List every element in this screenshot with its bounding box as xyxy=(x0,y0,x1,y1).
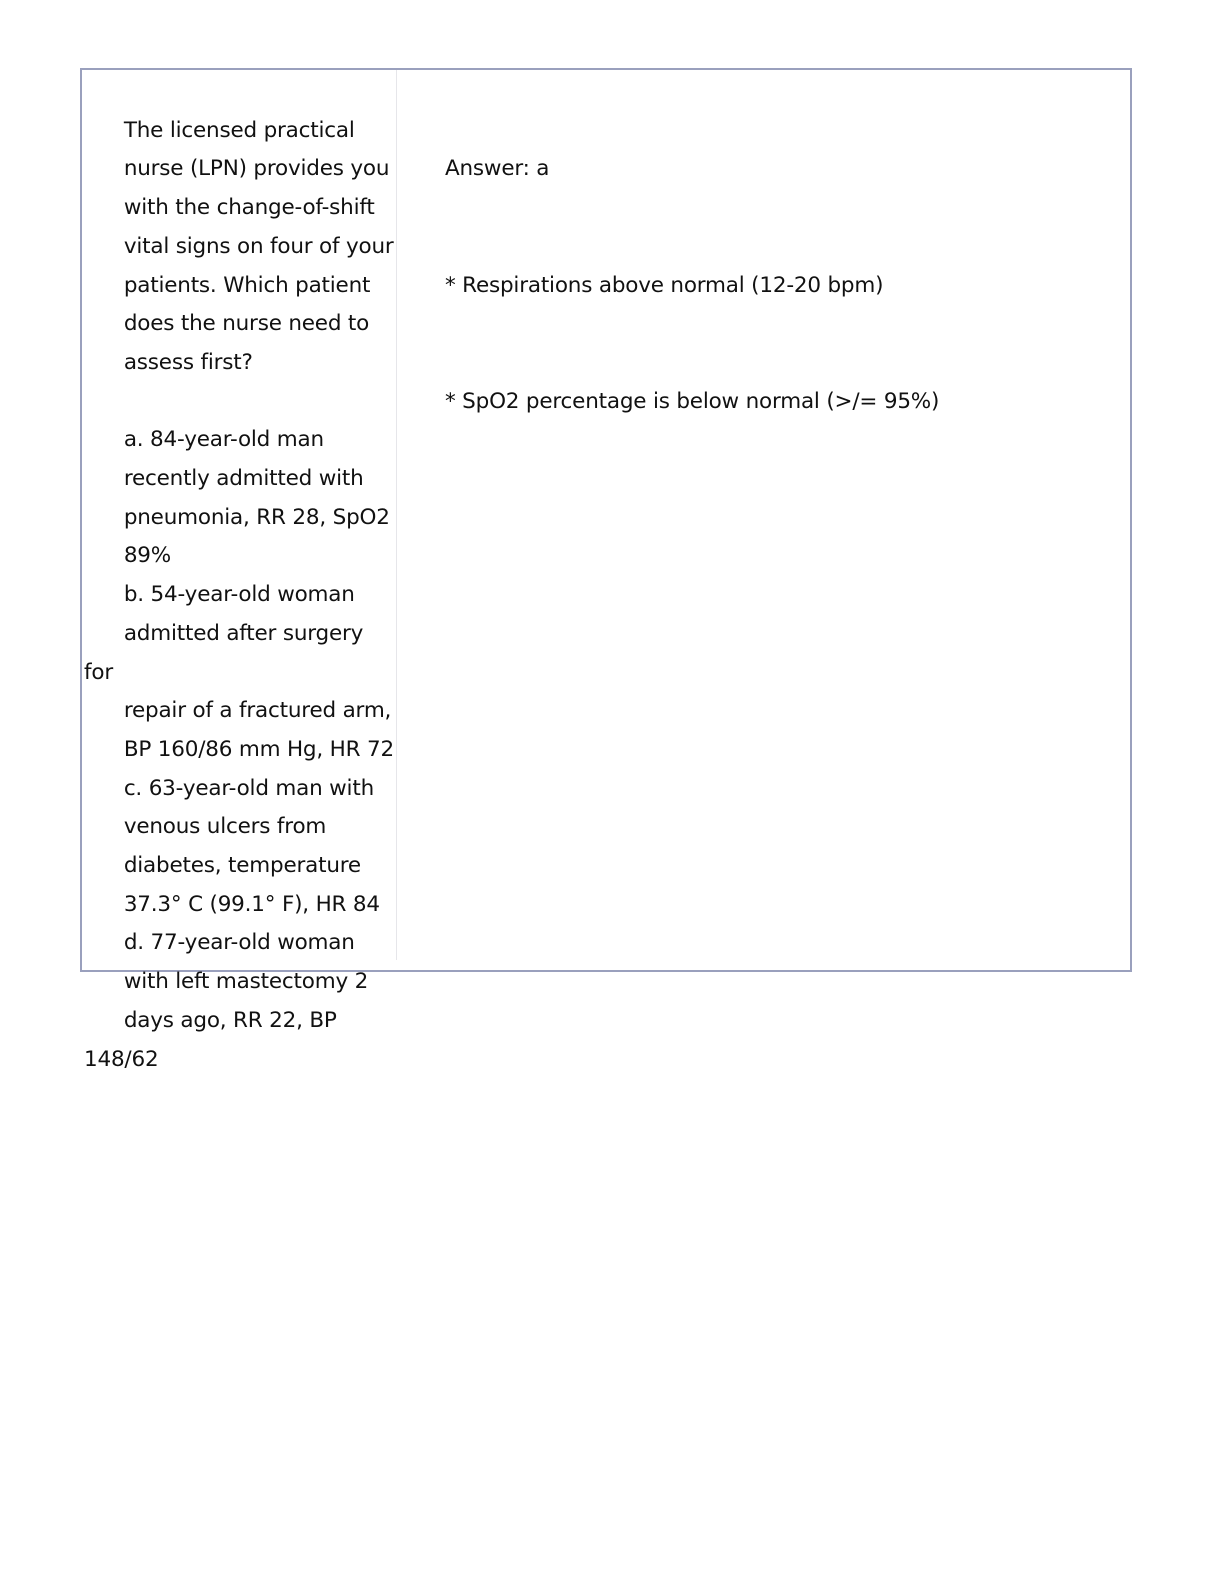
question-line: nurse (LPN) provides you xyxy=(123,156,390,182)
question-line: patients. Which patient xyxy=(123,272,371,298)
option-b: repair of a fractured arm, xyxy=(123,698,392,724)
option-a: pneumonia, RR 28, SpO2 xyxy=(123,504,390,530)
option-b: admitted after surgery for xyxy=(84,620,370,685)
question-line: assess first? xyxy=(123,349,253,375)
option-c: c. 63-year-old man with xyxy=(123,775,374,801)
question-panel xyxy=(82,70,397,1072)
question-text xyxy=(82,73,396,1118)
answer-rationale-line: * SpO2 percentage is below normal (>/= 95%) xyxy=(445,388,940,414)
answer-text xyxy=(445,73,1125,499)
option-d: with left mastectomy 2 xyxy=(123,969,369,995)
option-a: a. 84-year-old man xyxy=(123,427,324,453)
option-b: b. 54-year-old woman xyxy=(123,582,355,608)
answer-panel xyxy=(445,70,1125,499)
option-d: days ago, RR 22, BP 148/62 xyxy=(84,1007,344,1072)
option-a: 89% xyxy=(123,543,171,569)
question-line: with the change-of-shift xyxy=(123,195,375,221)
question-line: does the nurse need to xyxy=(123,311,370,337)
option-d: d. 77-year-old woman xyxy=(123,930,355,956)
option-a: recently admitted with xyxy=(123,466,364,492)
option-c: 37.3° C (99.1° F), HR 84 xyxy=(123,891,380,917)
option-b: BP 160/86 mm Hg, HR 72 xyxy=(123,736,394,762)
option-c: venous ulcers from xyxy=(123,814,327,840)
answer-rationale-line: * Respirations above normal (12-20 bpm) xyxy=(445,272,884,298)
option-c: diabetes, temperature xyxy=(123,853,361,879)
question-line: The licensed practical xyxy=(123,117,355,143)
question-line: vital signs on four of your xyxy=(123,233,394,259)
flashcard xyxy=(80,68,1132,1072)
question-blank-line xyxy=(124,389,131,414)
answer-line: Answer: a xyxy=(445,156,550,182)
